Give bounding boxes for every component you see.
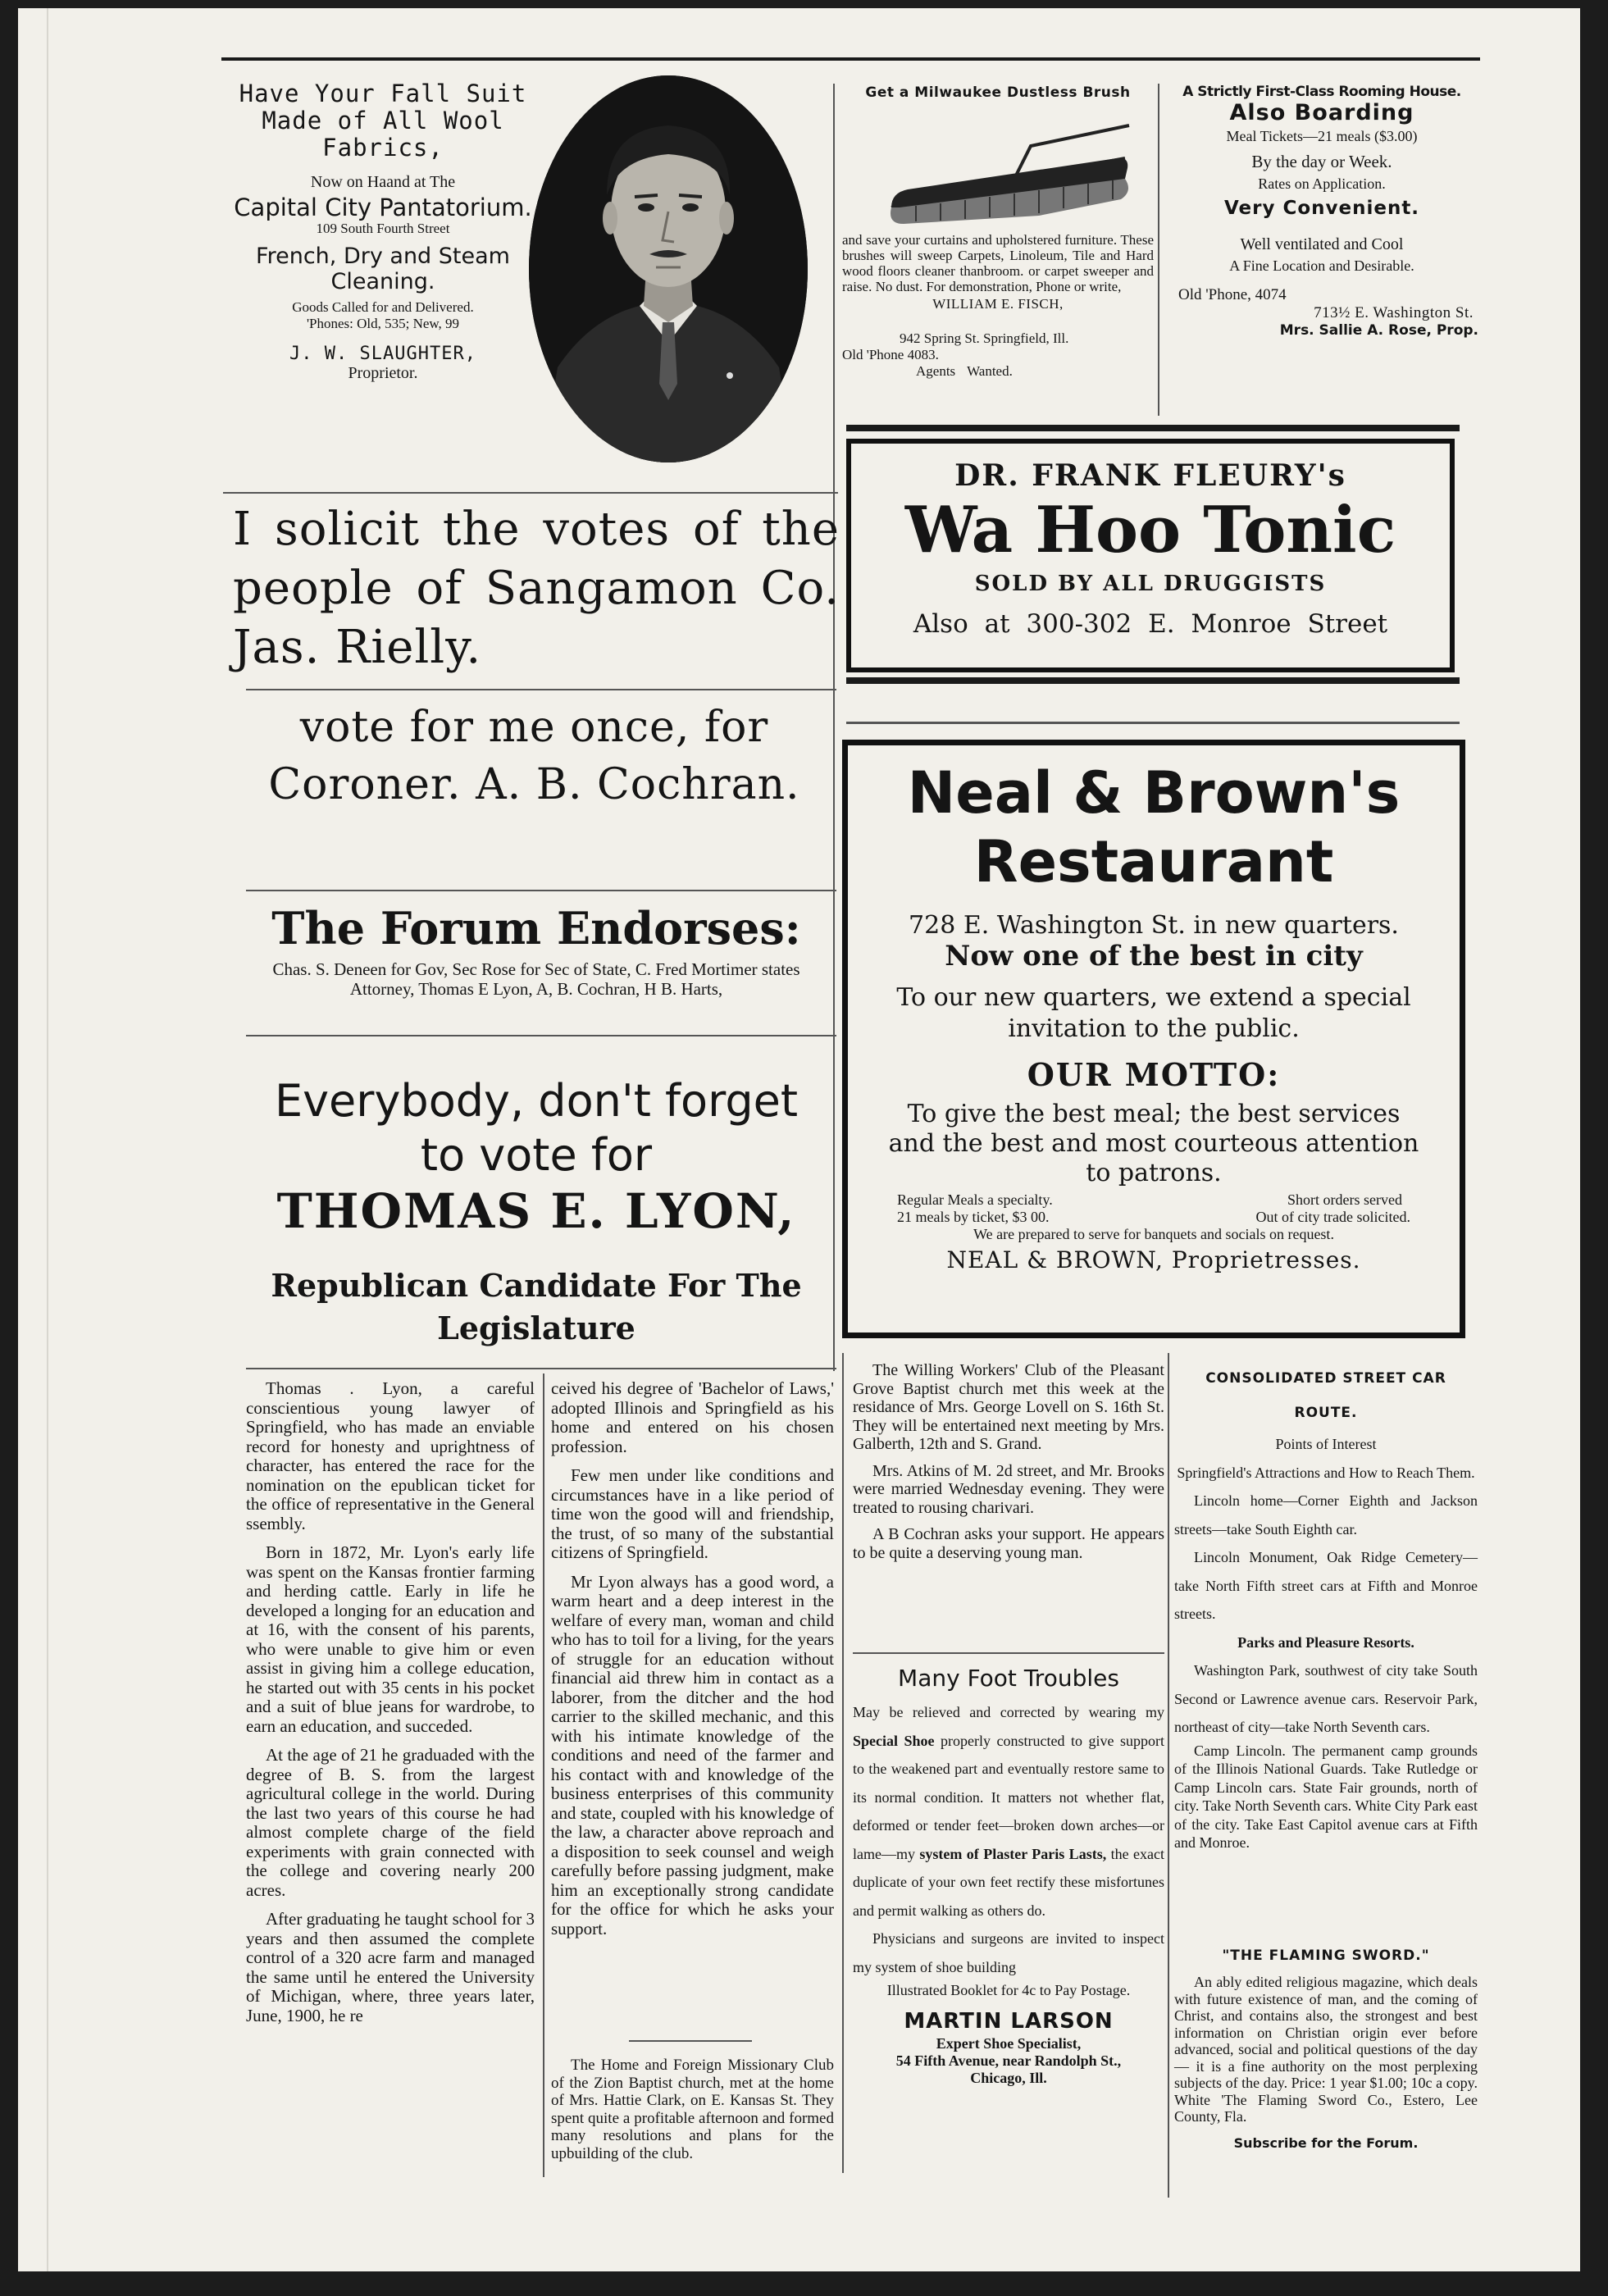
rooming-location: A Fine Location and Desirable. bbox=[1229, 257, 1414, 274]
top-rule bbox=[221, 57, 1480, 61]
brush-ad-body: and save your curtains and upholstered furniture. These brushes will sweep Carpets, Linoleum, Tile and Hard wood floors cleaner thanbroom. or carpet sweeper and raise. No dust. For demonstration, Phone or write, bbox=[842, 232, 1154, 294]
rooming-proprietor: Mrs. Sallie A. Rose, Prop. bbox=[1279, 322, 1478, 339]
restaurant-address: 728 E. Washington St. in new quarters. bbox=[909, 911, 1399, 940]
street-car-camps: Camp Lincoln. The permanent camp grounds of the Illinois National Guards. Take Rutledge or Camp Lincoln cars. State Fair grounds, north of city. Take North Seventh cars. White City Park east of the city. Take East Capitol avenue cars at Fifth and Monroe. bbox=[1174, 1742, 1478, 1851]
restaurant-invite: To our new quarters, we extend a special invitation to the public. bbox=[896, 983, 1411, 1043]
street-car-lincoln-monument: Lincoln Monument, Oak Ridge Cemetery—take North Fifth street cars at Fifth and Monroe streets. bbox=[1174, 1549, 1478, 1622]
rule-below-cochran bbox=[246, 890, 836, 891]
society-notes bbox=[853, 1361, 1164, 1562]
flaming-sword-body: An ably edited religious magazine, which deals with future existence of man, and the coming of Christ, and contains also, the strongest and best information on Christian origin ever before advanced, social and political questions of the day — it is a fine authority on the most perplexing subjects of the day. Price: 1 year $1.00; 10c a copy. White 'The Flaming Sword Co., Estero, Lee County, Fla. bbox=[1174, 1974, 1478, 2125]
restaurant-proprietors: NEAL & BROWN, Proprietresses. bbox=[946, 1246, 1361, 1273]
restaurant-fine-row1 bbox=[848, 1188, 1460, 1209]
slaughter-owner: J. W. SLAUGHTER, bbox=[289, 344, 476, 364]
larson-p2: Physicians and surgeons are invited to inspect my system of shoe building bbox=[853, 1930, 1164, 1975]
note-atkins-brooks: Mrs. Atkins of M. 2d street, and Mr. Brooks were married Wednesday evening. They were treated to rousing charivari. bbox=[853, 1461, 1164, 1517]
slaughter-now-on-hand: Now on Haand at The bbox=[310, 173, 456, 191]
forum-title: The Forum Endorses: bbox=[271, 902, 801, 954]
rooming-rates: Rates on Application. bbox=[1258, 175, 1386, 192]
restaurant-best: Now one of the best in city bbox=[945, 940, 1363, 973]
fleury-line3: SOLD BY ALL DRUGGISTS bbox=[974, 572, 1327, 596]
restaurant-fine-row2 bbox=[848, 1209, 1460, 1226]
lyon-col1-p1: Thomas . Lyon, a careful conscientious young lawyer of Springfield, who has made an enviable record for honesty and uprightness of character, has entered the race for the nomination on the epublican ticket for the office of representative in the General ssembly. bbox=[246, 1378, 535, 1533]
rooming-by-day: By the day or Week. bbox=[1251, 152, 1392, 171]
fleury-line1: DR. FRANK FLEURY's bbox=[954, 458, 1346, 493]
larson-ad bbox=[853, 1665, 1164, 2087]
brush-ad-agents: Agents Wanted. bbox=[916, 363, 1013, 379]
larson-title2: Expert Shoe Specialist, bbox=[936, 2035, 1082, 2052]
larson-p1-a: May be relieved and corrected by wearing my bbox=[853, 1704, 1164, 1720]
newspaper-page bbox=[18, 8, 1580, 2271]
brush-icon bbox=[842, 101, 1154, 232]
lyon-col1-p3: At the age of 21 he graduaded with the degree of B. S. from the largest agricultural college in the world. During the last two years of this course he had almost complete charge of the field experiments with grain connected with the college and covering nearly 200 acres. bbox=[246, 1745, 535, 1900]
rielly-text: I solicit the votes of the people of Sangamon Co. Jas. Rielly. bbox=[233, 503, 840, 674]
restaurant-fine-right2: Out of city trade solicited. bbox=[1255, 1209, 1410, 1225]
fleury-box bbox=[846, 439, 1455, 672]
rooming-title: A Strictly First-Class Rooming House. bbox=[1182, 84, 1461, 100]
street-car-sub1: Points of Interest bbox=[1275, 1436, 1377, 1452]
rooming-address: 713½ E. Washington St. bbox=[1314, 304, 1474, 321]
restaurant-box bbox=[842, 740, 1465, 1338]
rooming-phone: Old 'Phone, 4074 bbox=[1178, 286, 1287, 303]
note-willing-workers: The Willing Workers' Club of the Pleasant Grove Baptist church met this week at the residance of Mrs. George Lovell on S. 16th St. They will be entertained next meeting by Mrs. Galberth, 12th and S. Grand. bbox=[853, 1361, 1164, 1453]
street-car-lincoln-home: Lincoln home—Corner Eighth and Jackson streets—take South Eighth car. bbox=[1174, 1492, 1478, 1538]
lyon-party: Republican Candidate For The Legislature bbox=[271, 1267, 802, 1346]
larson-p1-c: properly constructed to give support to the weakened part and eventually restore same to its normal condition. It matters not whether flat, deformed or tender feet—broken down arches—or lame—my bbox=[853, 1732, 1164, 1862]
article-column-rule bbox=[543, 1374, 544, 2177]
lyon-col2-p3: Mr Lyon always has a good word, a warm heart and a deep interest in the welfare of every man, woman and child who has to toil for a living, for the years of struggle for an education without financial aid threw him in contact as a laborer, from the ditcher and the hod carrier to the skilled mechanic, and this with his intimate knowledge of the conditions and need of the farmer and his contact with and knowledge of the business enterprises of this community and state, coupled with his knowledge of the law, a character above reproach and a disposition to seek counsel and weigh carefully before passing judgment, make him an exceptionally strong candidate for the office for which he asks your support. bbox=[551, 1571, 834, 1938]
brush-ad-address: 942 Spring St. Springfield, Ill. bbox=[900, 330, 1069, 346]
flaming-sword-title: "THE FLAMING SWORD." bbox=[1222, 1947, 1430, 1964]
larson-p1-d: system of Plaster Paris Lasts, bbox=[919, 1845, 1107, 1862]
street-car-guide bbox=[1174, 1361, 1478, 1852]
page-fold-shadow bbox=[47, 8, 48, 2271]
larson-name: MARTIN LARSON bbox=[904, 2009, 1114, 2034]
forum-ad bbox=[233, 902, 840, 999]
flaming-sword-ad bbox=[1174, 1947, 1478, 2151]
rooming-also: Also Boarding bbox=[1229, 100, 1414, 125]
vertical-rule-brush bbox=[1158, 84, 1159, 416]
larson-city: Chicago, Ill. bbox=[970, 2070, 1047, 2086]
restaurant-fine-right1: Short orders served bbox=[1287, 1191, 1402, 1208]
slaughter-delivery: Goods Called for and Delivered. bbox=[292, 299, 474, 315]
rule-above-larson bbox=[853, 1652, 1164, 1654]
missionary-note: The Home and Foreign Missionary Club of the Zion Baptist church, met at the home of Mrs. Hattie Clark, on E. Kansas St. They spent quite a profitable afternoon and formed many resolutions and plans for the upbuilding of the club. bbox=[551, 2057, 834, 2162]
rule-above-article bbox=[246, 1368, 836, 1369]
cochran-text: vote for me once, for Coroner. A. B. Cochran. bbox=[268, 703, 800, 809]
slaughter-headline: Have Your Fall Suit Made of All Wool Fabrics, bbox=[239, 80, 527, 162]
restaurant-fine3: We are prepared to serve for banquets and socials on request. bbox=[973, 1226, 1334, 1242]
larson-address: 54 Fifth Avenue, near Randolph St., bbox=[895, 2052, 1122, 2069]
right-column-rule bbox=[1168, 1353, 1169, 2198]
lyon-col2-p1: ceived his degree of 'Bachelor of Laws,' adopted Illinois and Springfield as his home and entered on his chosen profession. bbox=[551, 1378, 834, 1456]
fleury-top-rule bbox=[846, 425, 1460, 431]
restaurant-name-line2: Restaurant bbox=[973, 828, 1334, 895]
fleury-line4: Also at 300-302 E. Monroe Street bbox=[913, 609, 1388, 639]
rule-below-forum bbox=[246, 1035, 836, 1036]
street-car-parks: Washington Park, southwest of city take South Second or Lawrence avenue cars. Reservoir Park, northeast of city—take North Seventh cars. bbox=[1174, 1662, 1478, 1735]
slaughter-ad bbox=[227, 80, 539, 383]
street-car-sub2: Springfield's Attractions and How to Reach Them. bbox=[1177, 1464, 1475, 1481]
fleury-bottom-rule bbox=[846, 677, 1460, 684]
restaurant-fine-left1: Regular Meals a specialty. bbox=[897, 1191, 1053, 1208]
rule-above-missionary bbox=[629, 2040, 752, 2042]
rooming-ventilated: Well ventilated and Cool bbox=[1240, 235, 1404, 253]
rule-below-slaughter bbox=[223, 492, 838, 494]
restaurant-motto: To give the best meal; the best services and the best and most courteous attention to patrons. bbox=[888, 1100, 1419, 1187]
lyon-article-col2 bbox=[551, 1379, 834, 1948]
brush-ad bbox=[842, 84, 1154, 380]
larson-p1-e: the exact duplicate of your own feet rectify these misfortunes and permit walking as others do. bbox=[853, 1845, 1164, 1919]
cochran-ad bbox=[233, 699, 836, 813]
brush-ad-title: Get a Milwaukee Dustless Brush bbox=[865, 84, 1131, 101]
rule-below-rielly bbox=[246, 689, 836, 690]
larson-p1 bbox=[853, 1698, 1164, 1925]
slaughter-address: 109 South Fourth Street bbox=[316, 221, 450, 236]
rooming-convenient: Very Convenient. bbox=[1223, 198, 1420, 219]
lower-column-rule bbox=[842, 1353, 844, 2173]
rooming-tickets: Meal Tickets—21 meals ($3.00) bbox=[1226, 128, 1418, 144]
lyon-ad bbox=[233, 1074, 840, 1350]
slaughter-business: Capital City Pantatorium. bbox=[234, 194, 532, 221]
fleury-thin-rule bbox=[846, 722, 1460, 724]
fleury-line2: Wa Hoo Tonic bbox=[904, 493, 1396, 567]
slaughter-phones: 'Phones: Old, 535; New, 99 bbox=[306, 316, 460, 331]
slaughter-services: French, Dry and Steam Cleaning. bbox=[256, 244, 510, 294]
candidate-portrait bbox=[525, 72, 812, 466]
restaurant-motto-title: OUR MOTTO: bbox=[1027, 1056, 1281, 1093]
street-car-parks-title: Parks and Pleasure Resorts. bbox=[1237, 1633, 1414, 1651]
lyon-article-col1 bbox=[246, 1379, 535, 2035]
lyon-col2-p2: Few men under like conditions and circumstances have in a like period of time won the good will and friendship, the trust, of so many of the substantial citizens of Springfield. bbox=[551, 1465, 834, 1562]
lyon-col1-p4: After graduating he taught school for 3 years and then assumed the complete control of a 320 acre farm and managed the same until he entered the University of Michigan, where, three years later, June, 1900, he re bbox=[246, 1909, 535, 2025]
rooming-house-ad bbox=[1162, 84, 1482, 339]
lyon-col1-p2: Born in 1872, Mr. Lyon's early life was spent on the Kansas frontier farming and herding cattle. Early in life he developed a longing for an education and at 16, with the consent of his parents, who were unable to give him or even assist in giving him a college education, he started out with 35 cents in his pocket and a suit of blue jeans for wardrobe, to earn an education, and succeded. bbox=[246, 1542, 535, 1736]
restaurant-fine-left2: 21 meals by ticket, $3 00. bbox=[897, 1209, 1050, 1225]
brush-ad-name: WILLIAM E. FISCH, bbox=[932, 296, 1064, 312]
larson-p1-b: Special Shoe bbox=[853, 1732, 935, 1749]
larson-title: Many Foot Troubles bbox=[898, 1665, 1119, 1692]
brush-ad-phone: Old 'Phone 4083. bbox=[842, 347, 939, 362]
lyon-name: THOMAS E. LYON, bbox=[276, 1183, 796, 1239]
rielly-ad bbox=[233, 500, 840, 677]
restaurant-name-line1: Neal & Brown's bbox=[907, 759, 1401, 827]
lyon-line1: Everybody, don't forget to vote for bbox=[274, 1075, 799, 1181]
man-portrait-icon bbox=[525, 72, 812, 466]
street-car-title: CONSOLIDATED STREET CAR ROUTE. bbox=[1205, 1370, 1446, 1421]
forum-body: Chas. S. Deneen for Gov, Sec Rose for Sec of State, C. Fred Mortimer states Attorney, Thomas E Lyon, A, B. Cochran, H B. Harts, bbox=[272, 959, 800, 999]
flaming-sword-subscribe: Subscribe for the Forum. bbox=[1233, 2134, 1419, 2151]
slaughter-owner-title: Proprietor. bbox=[348, 364, 418, 382]
note-cochran-support: A B Cochran asks your support. He appears to be quite a deserving young man. bbox=[853, 1525, 1164, 1562]
larson-p3: Illustrated Booklet for 4c to Pay Postage. bbox=[886, 1982, 1131, 1998]
